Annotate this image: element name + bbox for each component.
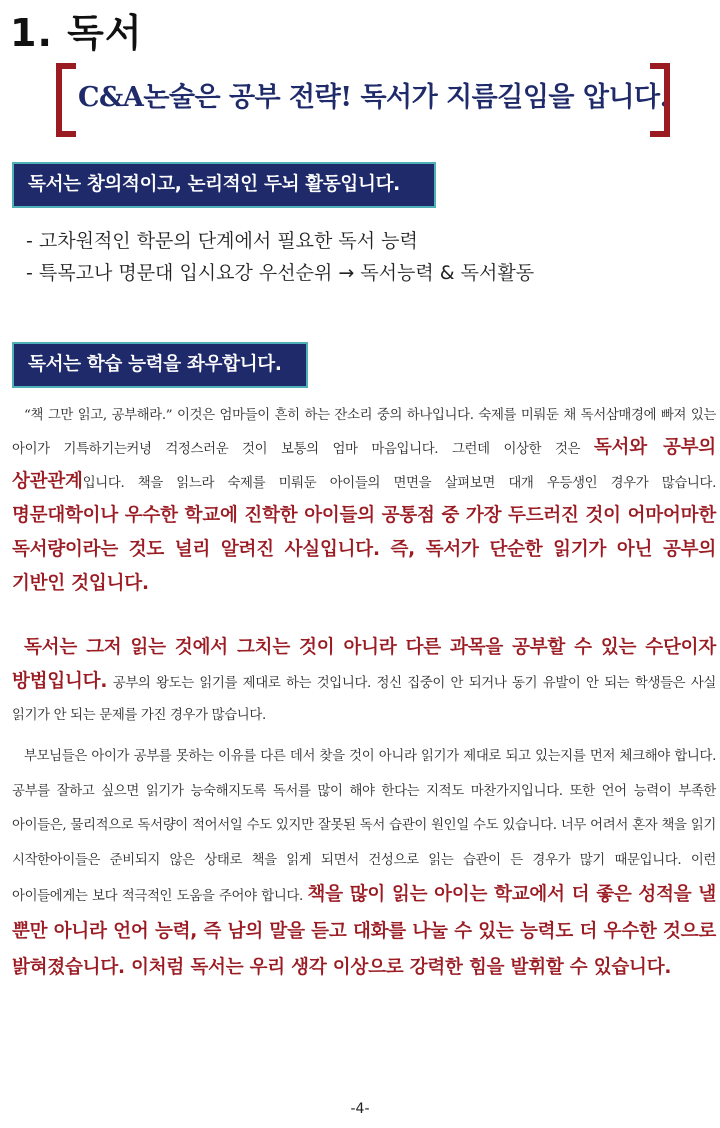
p1-emphasis-elite-schools: 명문대학이나 우수한 학교에 진학한 아이들의 공통점 중 가장 두드러진 것이 어마어마한 독서량이라는 것도 널리 알려진 사실입니다. 즉, 독서가 단순한 읽기가 아닌 공부의 기반인 것입니다. bbox=[12, 505, 716, 594]
p2-emphasis-method: 독서는 그저 읽는 것에서 그치는 것이 아니라 다른 과목을 공부할 수 있는 수단이자 방법입니다. bbox=[12, 637, 716, 692]
left-bracket bbox=[56, 63, 76, 137]
right-bracket bbox=[650, 63, 670, 137]
section-heading-learning: 독서는 학습 능력을 좌우합니다. bbox=[12, 342, 308, 388]
p2-text-b: 공부의 왕도는 읽기를 제대로 하는 것입니다. 정신 집중이 안 되거나 동기 유발이 안 되는 학생들은 사실 읽기가 안 되는 문제를 가진 경우가 많습니다. bbox=[12, 676, 716, 723]
bullet-reading-ability: - 고차원적인 학문의 단계에서 필요한 독서 능력 bbox=[26, 230, 418, 252]
page-number: -4- bbox=[350, 1101, 370, 1117]
p1-text-c: 입니다. 책을 읽느라 숙제를 미뤄둔 아이들의 면면을 살펴보면 대개 우등생인 경우가 많습니다. bbox=[82, 476, 716, 491]
bullet-admission-priority: - 특목고나 명문대 입시요강 우선순위 → 독서능력 & 독서활동 bbox=[26, 262, 535, 284]
page-title: 1. 독서 bbox=[10, 11, 143, 55]
slogan-banner bbox=[56, 63, 670, 129]
paragraph-reading-as-method bbox=[12, 632, 716, 732]
p1-text-a: “책 그만 읽고, 공부해라.” 이것은 엄마들이 흔히 하는 잔소리 중의 하나입니다. 숙제를 미뤄둔 채 독서삼매경에 빠져 있는 아이가 기특하기는커녕 걱정스러운 것이 보통의 엄마 마음입니다. 그런데 이상한 것은 bbox=[12, 408, 716, 457]
p1-emphasis-correlation: 독서와 공부의 상관관계 bbox=[12, 437, 716, 492]
p3-text-a: 부모님들은 아이가 공부를 못하는 이유를 다른 데서 찾을 것이 아니라 읽기가 제대로 되고 있는지를 먼저 체크해야 합니다. 공부를 잘하고 싶으면 읽기가 능숙해지도록 독서를 많이 해야 한다는 지적도 마찬가지입니다. 또한 언어 능력이 부족한 아이들은, 물리적으로 독서량이 적어서일 수도 있지만 잘못된 독서 습관이 원인일 수도 있습니다. 너무 어려서 혼자 책을 읽기 시작한아이들은 준비되지 않은 상태로 책을 읽게 되면서 건성으로 읽는 습관이 든 경우가 많기 때문입니다. 이런 아이들에게는 보다 적극적인 도움을 주어야 합니다. bbox=[12, 749, 716, 904]
slogan-text: C&A논술은 공부 전략! 독서가 지름길임을 압니다. bbox=[78, 82, 669, 113]
paragraph-reading-vs-study bbox=[12, 400, 716, 602]
paragraph-parents-advice bbox=[12, 740, 716, 988]
p3-emphasis-power-of-reading: 책을 많이 읽는 아이는 학교에서 더 좋은 성적을 낼 뿐만 아니라 언어 능력, 즉 남의 말을 듣고 대화를 나눌 수 있는 능력도 더 우수한 것으로 밝혀졌습니다. 이처럼 독서는 우리 생각 이상으로 강력한 힘을 발휘할 수 있습니다. bbox=[12, 884, 716, 978]
section-heading-creative: 독서는 창의적이고, 논리적인 두뇌 활동입니다. bbox=[12, 162, 436, 208]
